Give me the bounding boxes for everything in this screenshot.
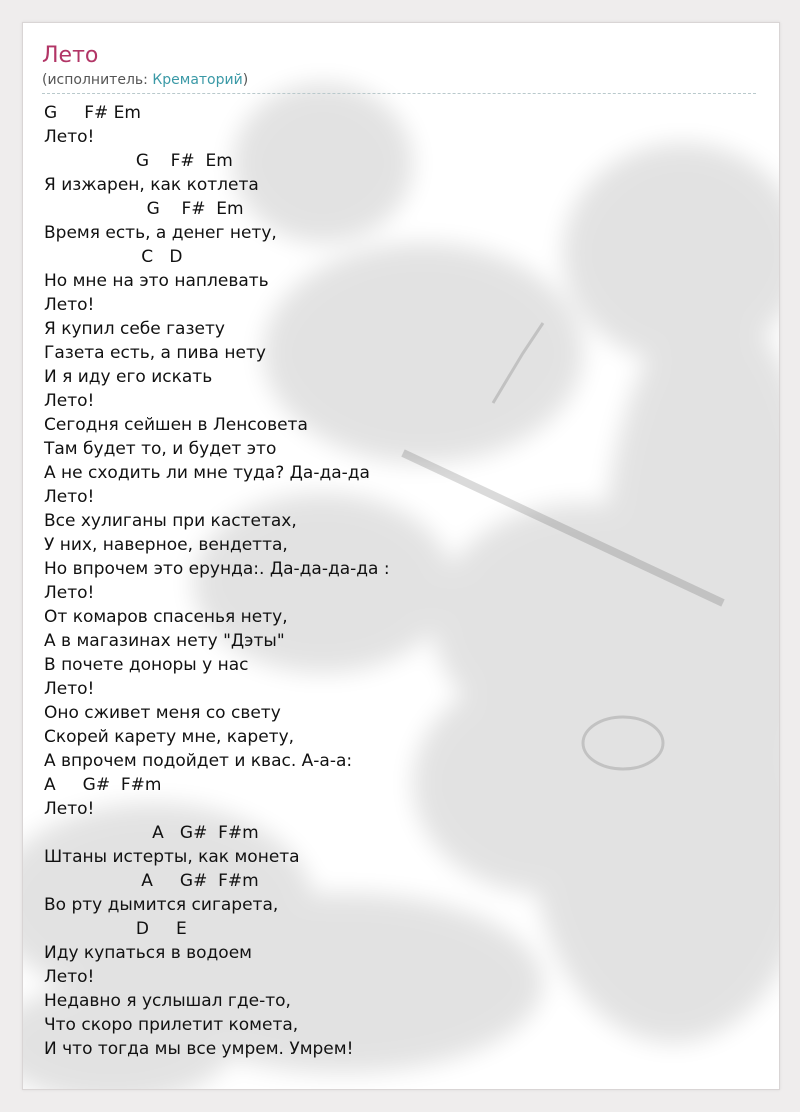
lyric-line: G F# Em: [44, 199, 244, 219]
performer-line: [42, 71, 760, 91]
song-title: Лето: [42, 43, 99, 68]
lyric-line: Но мне на это наплевать: [44, 271, 269, 291]
lyric-line: Скорей карету мне, карету,: [44, 727, 295, 747]
lyric-line: А не сходить ли мне туда? Да-да-да: [44, 463, 370, 483]
lyric-line: Что скоро прилетит комета,: [44, 1015, 299, 1035]
lyric-line: A G# F#m: [44, 775, 162, 795]
header-divider: [42, 93, 756, 94]
lyric-line: И что тогда мы все умрем. Умрем!: [44, 1039, 354, 1059]
lyric-line: Сегодня сейшен в Ленсовета: [44, 415, 308, 435]
lyric-line: C D: [44, 247, 183, 267]
lyric-line: Лето!: [44, 583, 95, 603]
lyric-line: Лето!: [44, 391, 95, 411]
lyric-line: А впрочем подойдет и квас. А-а-а:: [44, 751, 353, 771]
lyric-line: Лето!: [44, 127, 95, 147]
lyric-line: Лето!: [44, 799, 95, 819]
lyric-line: Но впрочем это ерунда:. Да-да-да-да :: [44, 559, 390, 579]
lyric-line: Лето!: [44, 295, 95, 315]
lyric-line: Газета есть, а пива нету: [44, 343, 266, 363]
lyric-line: Недавно я услышал где-то,: [44, 991, 291, 1011]
lyric-line: И я иду его искать: [44, 367, 213, 387]
lyric-line: A G# F#m: [44, 871, 259, 891]
lyric-line: D E: [44, 919, 187, 939]
lyric-line: Во рту дымится сигарета,: [44, 895, 279, 915]
lyric-line: От комаров спасенья нету,: [44, 607, 288, 627]
performer-link[interactable]: Крематорий: [152, 72, 243, 88]
lyric-line: G F# Em: [44, 103, 141, 123]
lyric-line: G F# Em: [44, 151, 233, 171]
performer-prefix: (исполнитель:: [42, 72, 153, 88]
lyric-line: Время есть, а денег нету,: [44, 223, 277, 243]
lyric-line: Я изжарен, как котлета: [44, 175, 259, 195]
performer-suffix: ): [242, 72, 249, 88]
lyric-line: Лето!: [44, 679, 95, 699]
lyric-line: Лето!: [44, 487, 95, 507]
lyric-line: A G# F#m: [44, 823, 259, 843]
lyric-line: Штаны истерты, как монета: [44, 847, 300, 867]
lyric-line: Иду купаться в водоем: [44, 943, 252, 963]
lyric-line: У них, наверное, вендетта,: [44, 535, 288, 555]
song-page: [22, 22, 780, 1090]
lyric-line: Оно сживет меня со свету: [44, 703, 281, 723]
lyric-line: А в магазинах нету "Дэты": [44, 631, 285, 651]
lyric-line: В почете доноры у нас: [44, 655, 249, 675]
lyrics-with-chords: [44, 101, 390, 1061]
lyric-line: Я купил себе газету: [44, 319, 225, 339]
song-header: [42, 41, 760, 94]
lyric-line: Все хулиганы при кастетах,: [44, 511, 297, 531]
lyric-line: Лето!: [44, 967, 95, 987]
lyric-line: Там будет то, и будет это: [44, 439, 277, 459]
